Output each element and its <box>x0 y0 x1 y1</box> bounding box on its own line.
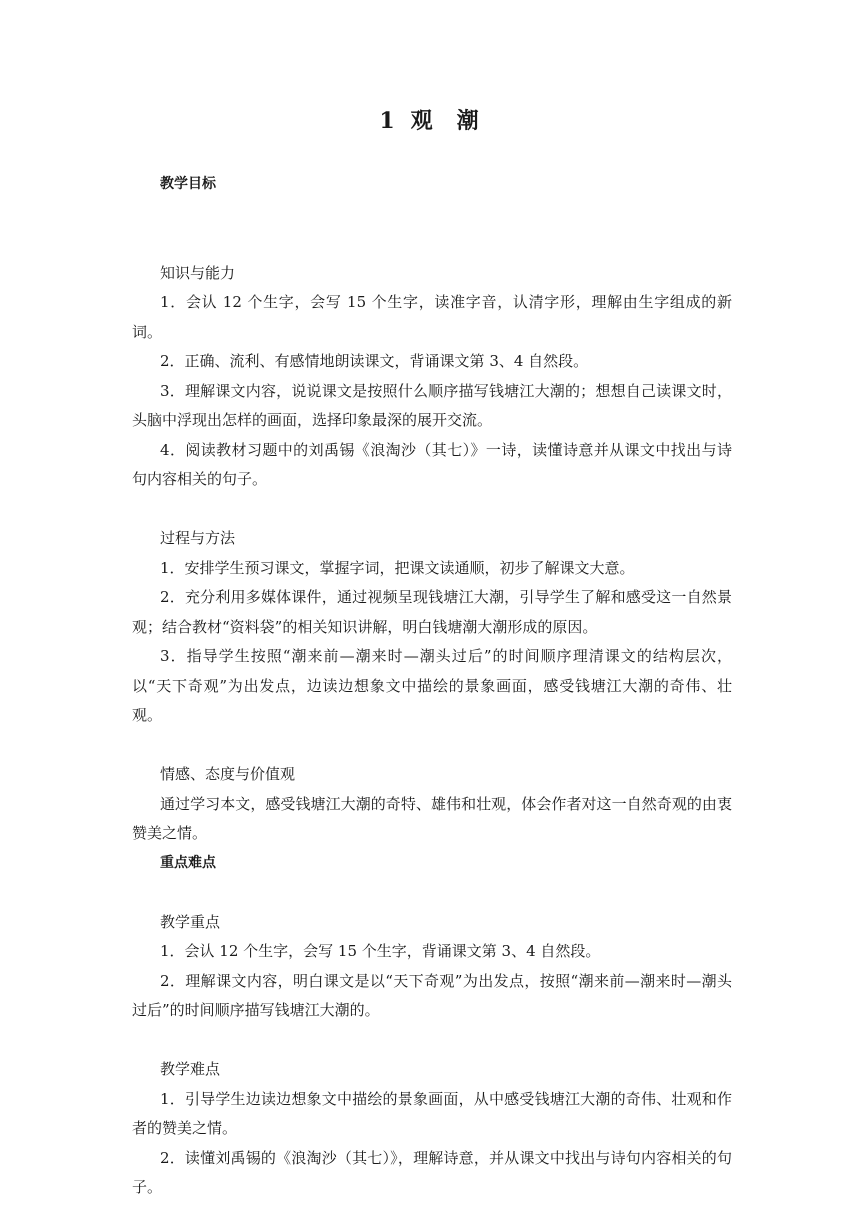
difficulty-item-1: 1．引导学生边读边想象文中描绘的景象画面，从中感受钱塘江大潮的奇伟、壮观和作者的赞美之情。 <box>132 1089 732 1137</box>
subheading-knowledge: 知识与能力 <box>160 263 236 282</box>
subheading-emotion: 情感、态度与价值观 <box>160 765 296 783</box>
lesson-number: 1 <box>379 108 397 134</box>
subheading-process: 过程与方法 <box>160 529 236 547</box>
focus-item-1: 1．会认 12 个生字，会写 15 个生字，背诵课文第 3、4 自然段。 <box>160 942 601 960</box>
focus-item-2: 2．理解课文内容，明白课文是以“天下奇观”为出发点，按照“潮来前—潮来时—潮头过后”的时间顺序描写钱塘江大潮的。 <box>132 971 732 1019</box>
section-heading-goals: 教学目标 <box>160 176 216 192</box>
knowledge-item-4: 4．阅读教材习题中的刘禹锡《浪淘沙（其七）》一诗，读懂诗意并从课文中找出与诗句内容相关的句子。 <box>132 440 732 488</box>
lesson-title <box>0 104 860 135</box>
subheading-difficulty: 教学难点 <box>160 1060 221 1078</box>
knowledge-item-1: 1．会认 12 个生字，会写 15 个生字，读准字音，认清字形，理解由生字组成的新词。 <box>132 293 732 341</box>
difficulty-item-2: 2．读懂刘禹锡的《浪淘沙（其七）》，理解诗意，并从课文中找出与诗句内容相关的句子。 <box>132 1148 732 1196</box>
emotion-text: 通过学习本文，感受钱塘江大潮的奇特、雄伟和壮观，体会作者对这一自然奇观的由衷赞美之情。 <box>132 794 732 842</box>
process-item-2: 2．充分利用多媒体课件，通过视频呈现钱塘江大潮，引导学生了解和感受这一自然景观；结合教材“资料袋”的相关知识讲解，明白钱塘潮大潮形成的原因。 <box>132 588 732 636</box>
lesson-title-char-1: 观 <box>410 108 435 134</box>
knowledge-item-3: 3．理解课文内容，说说课文是按照什么顺序描写钱塘江大潮的；想想自己读课文时，头脑中浮现出怎样的画面，选择印象最深的展开交流。 <box>132 381 732 429</box>
subheading-focus: 教学重点 <box>160 912 221 931</box>
knowledge-item-2: 2．正确、流利、有感情地朗读课文，背诵课文第 3、4 自然段。 <box>160 352 589 370</box>
process-item-3: 3．指导学生按照“潮来前—潮来时—潮头过后”的时间顺序理清课文的结构层次，以“天下奇观”为出发点，边读边想象文中描绘的景象画面，感受钱塘江大潮的奇伟、壮观。 <box>132 647 732 724</box>
process-item-1: 1．安排学生预习课文，掌握字词，把课文读通顺，初步了解课文大意。 <box>160 558 635 577</box>
lesson-title-char-2: 潮 <box>456 108 481 134</box>
section-heading-key-points: 重点难点 <box>160 854 216 871</box>
document-body <box>132 170 732 1203</box>
